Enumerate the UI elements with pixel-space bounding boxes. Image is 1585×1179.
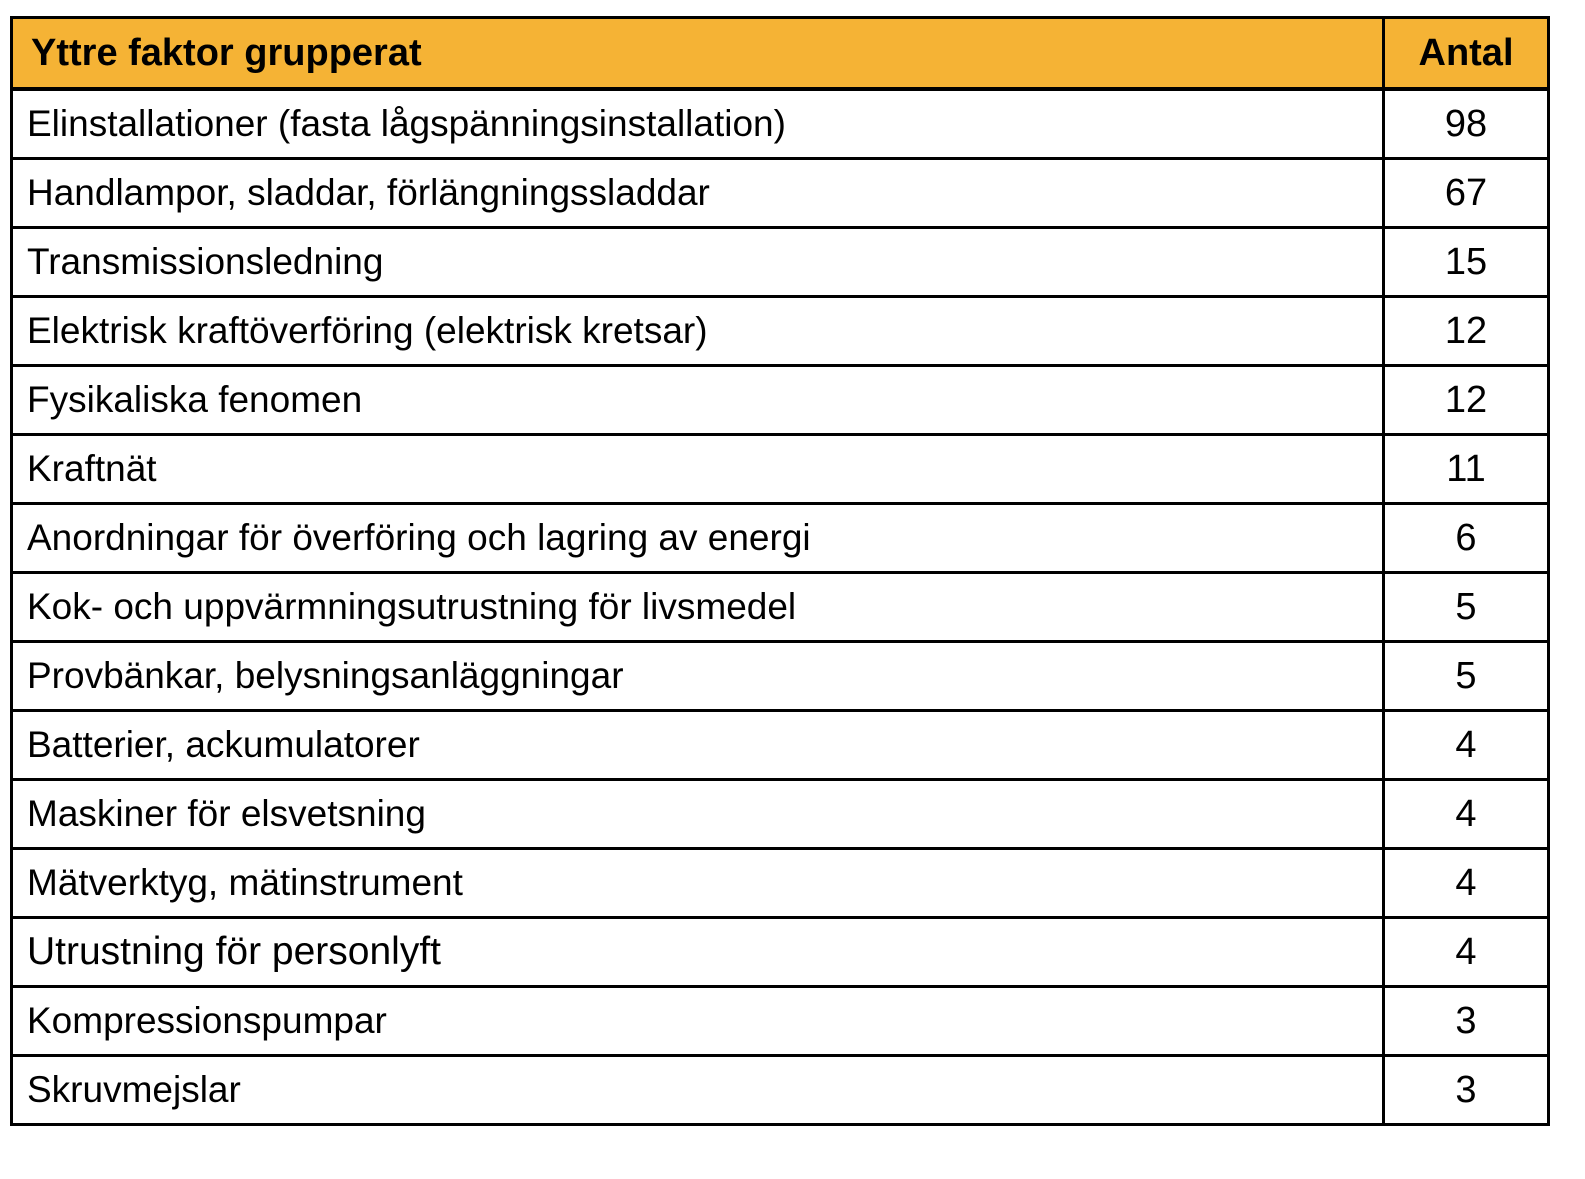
count-cell: 4 bbox=[1384, 711, 1549, 780]
count-cell: 4 bbox=[1384, 918, 1549, 987]
count-cell: 12 bbox=[1384, 297, 1549, 366]
count-cell: 3 bbox=[1384, 987, 1549, 1056]
count-cell: 4 bbox=[1384, 780, 1549, 849]
factor-table bbox=[10, 16, 1550, 1126]
table-row bbox=[12, 366, 1549, 435]
table-row bbox=[12, 297, 1549, 366]
factor-cell: Skruvmejslar bbox=[12, 1056, 1384, 1125]
count-cell: 5 bbox=[1384, 642, 1549, 711]
table-row bbox=[12, 435, 1549, 504]
table-row bbox=[12, 987, 1549, 1056]
table-row bbox=[12, 1056, 1549, 1125]
count-cell: 4 bbox=[1384, 849, 1549, 918]
factor-cell: Kok- och uppvärmningsutrustning för livsmedel bbox=[12, 573, 1384, 642]
table-row bbox=[12, 780, 1549, 849]
header-row bbox=[12, 18, 1549, 90]
header-factor: Yttre faktor grupperat bbox=[12, 18, 1384, 90]
count-cell: 5 bbox=[1384, 573, 1549, 642]
factor-cell: Anordningar för överföring och lagring av energi bbox=[12, 504, 1384, 573]
table-body bbox=[12, 89, 1549, 1125]
table-row bbox=[12, 642, 1549, 711]
table-row bbox=[12, 159, 1549, 228]
factor-cell: Elektrisk kraftöverföring (elektrisk kretsar) bbox=[12, 297, 1384, 366]
table-row bbox=[12, 849, 1549, 918]
factor-cell: Utrustning för personlyft bbox=[12, 918, 1384, 987]
table-row bbox=[12, 228, 1549, 297]
factor-cell: Provbänkar, belysningsanläggningar bbox=[12, 642, 1384, 711]
table-row bbox=[12, 504, 1549, 573]
count-cell: 3 bbox=[1384, 1056, 1549, 1125]
header-count: Antal bbox=[1384, 18, 1549, 90]
table-row bbox=[12, 89, 1549, 159]
table-row bbox=[12, 573, 1549, 642]
factor-cell: Kraftnät bbox=[12, 435, 1384, 504]
factor-cell: Transmissionsledning bbox=[12, 228, 1384, 297]
table-row bbox=[12, 711, 1549, 780]
factor-cell: Elinstallationer (fasta lågspänningsinstallation) bbox=[12, 89, 1384, 159]
table-header bbox=[12, 18, 1549, 90]
count-cell: 98 bbox=[1384, 89, 1549, 159]
factor-cell: Fysikaliska fenomen bbox=[12, 366, 1384, 435]
factor-cell: Batterier, ackumulatorer bbox=[12, 711, 1384, 780]
table-row bbox=[12, 918, 1549, 987]
count-cell: 12 bbox=[1384, 366, 1549, 435]
count-cell: 15 bbox=[1384, 228, 1549, 297]
count-cell: 11 bbox=[1384, 435, 1549, 504]
factor-cell: Kompressionspumpar bbox=[12, 987, 1384, 1056]
factor-cell: Handlampor, sladdar, förlängningssladdar bbox=[12, 159, 1384, 228]
factor-table-container bbox=[10, 16, 1547, 1126]
count-cell: 67 bbox=[1384, 159, 1549, 228]
factor-cell: Mätverktyg, mätinstrument bbox=[12, 849, 1384, 918]
factor-cell: Maskiner för elsvetsning bbox=[12, 780, 1384, 849]
count-cell: 6 bbox=[1384, 504, 1549, 573]
